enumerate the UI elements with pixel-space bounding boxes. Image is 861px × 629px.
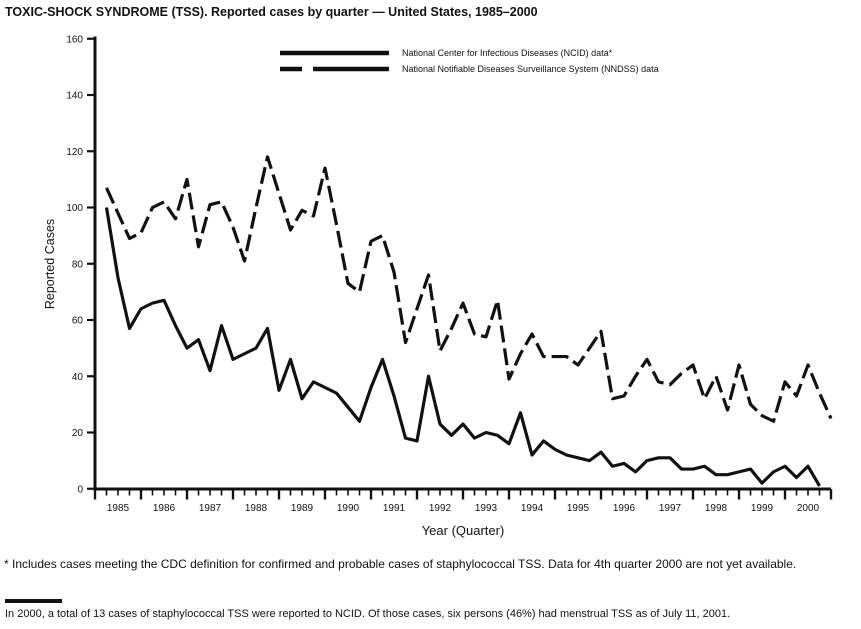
nndss-line <box>107 157 832 421</box>
x-year-label: 1998 <box>704 503 728 514</box>
x-year-label: 1994 <box>520 503 544 514</box>
x-year-label: 1999 <box>750 503 774 514</box>
x-year-label: 1987 <box>198 503 222 514</box>
y-tick-label: 20 <box>71 428 83 439</box>
y-axis-title: Reported Cases <box>43 218 57 310</box>
y-tick-label: 160 <box>66 34 83 46</box>
footnote-divider <box>5 599 62 603</box>
footnote-2000: In 2000, a total of 13 cases of staphylococcal TSS were reported to NCID. Of those cases, six persons (46%) had menstrual TSS as of July 11, 2001. <box>5 608 731 620</box>
x-year-label: 1988 <box>244 503 268 514</box>
x-year-label: 2000 <box>796 503 820 514</box>
x-year-label: 1989 <box>290 503 314 514</box>
x-year-label: 1990 <box>336 503 360 514</box>
y-tick-label: 80 <box>71 259 83 271</box>
y-tick-label: 40 <box>71 371 83 383</box>
y-tick-label: 100 <box>66 203 83 214</box>
x-year-label: 1995 <box>566 503 590 514</box>
y-tick-label: 60 <box>71 315 83 327</box>
legend-label-ncid: National Center for Infectious Diseases (NCID) data* <box>402 48 613 58</box>
x-year-label: 1991 <box>382 503 406 514</box>
x-year-label: 1996 <box>612 503 636 514</box>
ncid-line <box>107 208 820 486</box>
x-year-label: 1985 <box>106 503 130 514</box>
x-year-label: 1997 <box>658 503 682 514</box>
y-tick-label: 120 <box>66 146 83 158</box>
x-year-label: 1986 <box>152 503 176 514</box>
y-tick-label: 140 <box>66 90 83 102</box>
legend-label-nndss: National Notifiable Diseases Surveillance System (NNDSS) data <box>402 64 659 74</box>
figure-title: TOXIC-SHOCK SYNDROME (TSS). Reported cases by quarter — United States, 1985–2000 <box>5 5 538 19</box>
x-year-label: 1993 <box>474 503 498 514</box>
footnote-asterisk: * Includes cases meeting the CDC definition for confirmed and probable cases of staphylococcal TSS. Data for 4th quarter 2000 are not yet available. <box>4 557 797 571</box>
x-year-label: 1992 <box>428 503 452 514</box>
x-axis-title: Year (Quarter) <box>421 523 505 538</box>
y-tick-label: 0 <box>77 484 83 496</box>
